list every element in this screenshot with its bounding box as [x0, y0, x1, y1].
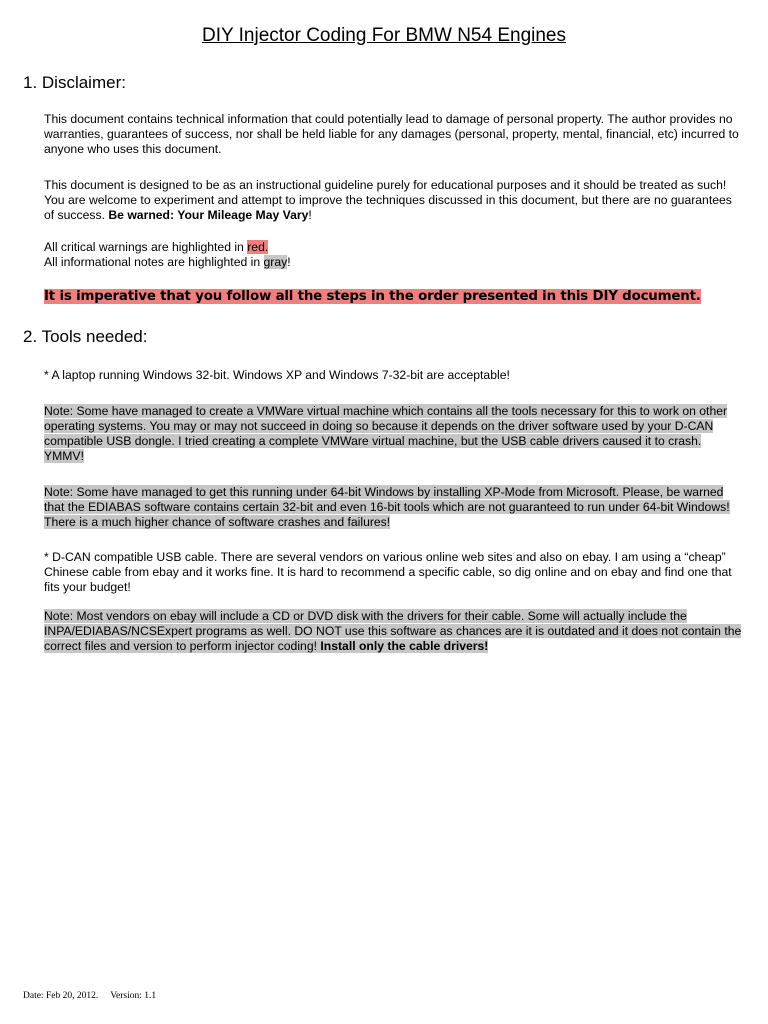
- legend-red-word: red: [247, 240, 265, 254]
- disclaimer-paragraph-2-text: This document is designed to be as an instructional guideline purely for educational purposes and it should be treated as such! You are welcome to experiment and attempt to improve the techniques discussed in this document, but there are no guarantees of success.: [44, 178, 732, 222]
- note-vmware: [44, 404, 744, 464]
- legend-red-prefix: All critical warnings are highlighted in: [44, 240, 248, 254]
- legend-red-suffix: .: [264, 240, 269, 254]
- mileage-warning: Be warned: Your Mileage May Vary: [108, 208, 309, 222]
- highlight-legend: [44, 240, 744, 270]
- imperative-warning-text: It is imperative that you follow all the steps in the order presented in this DIY document.: [44, 289, 701, 304]
- document-title: DIY Injector Coding For BMW N54 Engines: [202, 25, 566, 46]
- tool-item-cable: * D-CAN compatible USB cable. There are several vendors on various online web sites and also on ebay. I am using a “cheap” Chinese cable from ebay and it works fine. It is hard to recommend a specific cable, so dig online and on ebay and find one that fits your budget!: [44, 550, 732, 594]
- disclaimer-paragraph-2-end: !: [308, 208, 312, 222]
- disclaimer-paragraph-2: [44, 178, 744, 223]
- legend-gray-suffix: !: [287, 255, 291, 269]
- imperative-warning: [44, 289, 701, 305]
- disclaimer-paragraph-1: This document contains technical information that could potentially lead to damage of personal property. The author provides no warranties, guarantees of success, nor shall be held liable for any damages (personal, property, mental, financial, etc) incurred to anyone who uses this document.: [44, 112, 739, 156]
- note-64bit: [44, 485, 744, 530]
- footer-version: Version: 1.1: [110, 991, 157, 1001]
- page-footer: [23, 990, 168, 1002]
- legend-gray-prefix: All informational notes are highlighted in: [44, 255, 264, 269]
- note-vmware-text: Note: Some have managed to create a VMWare virtual machine which contains all the tools necessary for this to work on other operating systems. You may or may not succeed in doing so because it depends on the driver software used by your D-CAN compatible USB dongle. I tried creating a complete VMWare virtual machine, but the USB cable drivers caused it to crash. YMMV!: [44, 404, 728, 463]
- legend-gray-word: gray: [263, 255, 288, 269]
- tool-item-laptop: * A laptop running Windows 32-bit. Windows XP and Windows 7-32-bit are acceptable!: [44, 368, 510, 382]
- note-64bit-text: Note: Some have managed to get this running under 64-bit Windows by installing XP-Mode from Microsoft. Please, be warned that the EDIABAS software contains certain 32-bit and even 16-bit tools which are not guaranteed to run under 64-bit Windows! There is a much higher chance of software crashes and failures!: [44, 485, 730, 529]
- footer-date: Date: Feb 20, 2012.: [23, 991, 99, 1001]
- section-heading-tools: 2. Tools needed:: [23, 327, 148, 346]
- note-cd: [44, 609, 744, 654]
- note-cd-text: Note: Most vendors on ebay will include a CD or DVD disk with the drivers for their cable. Some will actually include the INPA/EDIABAS/NCSExpert programs as well. DO NOT use this software as chances are it is outdated and it does not contain the correct files and version to perform injector coding!: [44, 609, 742, 653]
- section-heading-disclaimer: 1. Disclaimer:: [23, 73, 126, 92]
- note-cd-bold: Install only the cable drivers!: [320, 639, 489, 653]
